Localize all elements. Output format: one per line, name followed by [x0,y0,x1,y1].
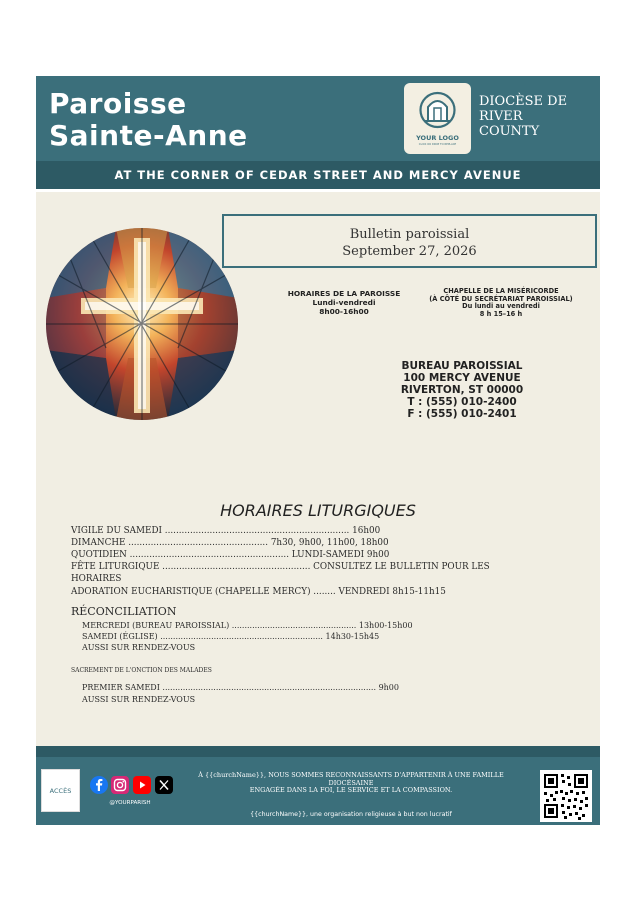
reconciliation-line: AUSSI SUR RENDEZ-VOUS [82,643,196,652]
schedule-line: DIMANCHE .................................................. 7h30, 9h00, 11h00, 18h00 [71,538,389,548]
logo-placeholder[interactable] [404,83,471,154]
anointing-line: PREMIER SAMEDI .................................................................................... 9h00 [82,683,399,692]
office-title: BUREAU PAROISSIAL [401,360,523,372]
bulletin-date-box [222,214,597,268]
schedule-line: FÊTE LITURGIQUE ..................................................... CONSULTEZ LE BULLETIN POUR LES [71,562,490,572]
stained-glass-cross-image [46,228,238,420]
schedule-line: QUOTIDIEN ......................................................... LUNDI-SAMEDI 9h00 [71,550,390,560]
logo-text: YOUR LOGO [416,134,459,142]
footer-statement [186,772,516,795]
footer-statement-line3: ENGAGÉE DANS LA FOI, LE SERVICE ET LA COMPASSION. [249,786,453,795]
bulletin-page [36,76,600,825]
chapel-hours-days: Du lundi au vendredi [462,302,540,311]
address-strip [36,161,600,189]
reconciliation-title: RÉCONCILIATION [71,605,177,618]
footer [36,757,600,825]
parish-title-line1: Paroisse [49,87,187,120]
bulletin-label: Bulletin paroissial [349,227,470,242]
instagram-icon[interactable] [111,776,129,794]
footer-statement-line1: À {{churchName}}, NOUS SOMMES RECONNAISSANTS D'APPARTENIR À UNE FAMILLE [198,771,504,779]
facebook-icon[interactable] [90,776,108,794]
schedule-line: HORAIRES [71,574,122,584]
footer-nonprofit: {{churchName}}, une organisation religieuse à but non lucratif [250,811,452,818]
office-phone[interactable]: T : (555) 010-2400 [407,396,517,408]
header-divider [36,189,600,192]
x-icon[interactable] [155,776,173,794]
qr-code-icon[interactable] [540,770,592,822]
chapel-hours-title: CHAPELLE DE LA MISÉRICORDE [443,287,559,295]
parish-hours-title: HORAIRES DE LA PAROISSE [287,289,401,298]
access-button[interactable]: ACCÈS [41,769,80,812]
chapel-hours-location: (À CÔTÉ DU SECRÉTARIAT PAROISSIAL) [429,294,573,303]
schedule-line: ADORATION EUCHARISTIQUE (CHAPELLE MERCY) ........ VENDREDI 8h15-11h15 [71,587,446,597]
reconciliation-line: SAMEDI (ÉGLISE) ................................................................ 14h30-15h45 [82,632,380,641]
office-fax: F : (555) 010-2401 [407,408,517,420]
anointing-title: SACREMENT DE L'ONCTION DES MALADES [71,667,212,674]
schedule-line: VIGILE DU SAMEDI .................................................................. 16h00 [71,526,381,536]
parish-title [49,88,248,152]
parish-office-contact [384,360,540,420]
parish-hours-time: 8h00-16h00 [319,307,369,316]
diocese-line1: DIOCÈSE DE [479,94,568,109]
social-handle: @YOURPARISH [109,800,151,806]
liturgy-title: HORAIRES LITURGIQUES [220,501,416,520]
parish-title-line2: Sainte-Anne [49,119,248,152]
diocese-line2: RIVER [479,109,523,124]
social-links [90,776,174,796]
header-banner [36,76,600,161]
bulletin-date: September 27, 2026 [342,244,477,259]
address-strip-text: AT THE CORNER OF CEDAR STREET AND MERCY AVENUE [114,168,522,182]
reconciliation-line: MERCREDI (BUREAU PAROISSIAL) ................................................. 13h00-15h00 [82,621,413,630]
chapel-hours [420,288,582,318]
diocese-line3: COUNTY [479,124,540,139]
office-city: RIVERTON, ST 00000 [400,384,524,396]
chapel-hours-time: 8 h 15–16 h [479,309,523,318]
logo-subtext: CLICK OR DROP TO REPLACE [418,143,457,146]
anointing-line: AUSSI SUR RENDEZ-VOUS [82,695,196,704]
parish-hours [276,289,412,316]
diocese-name [479,94,567,139]
footer-statement-line2: DIOCÉSAINE [328,778,374,787]
footer-divider [36,746,600,757]
parish-hours-days: Lundi-vendredi [312,298,376,307]
youtube-icon[interactable] [133,776,151,794]
office-street: 100 MERCY AVENUE [403,372,521,384]
